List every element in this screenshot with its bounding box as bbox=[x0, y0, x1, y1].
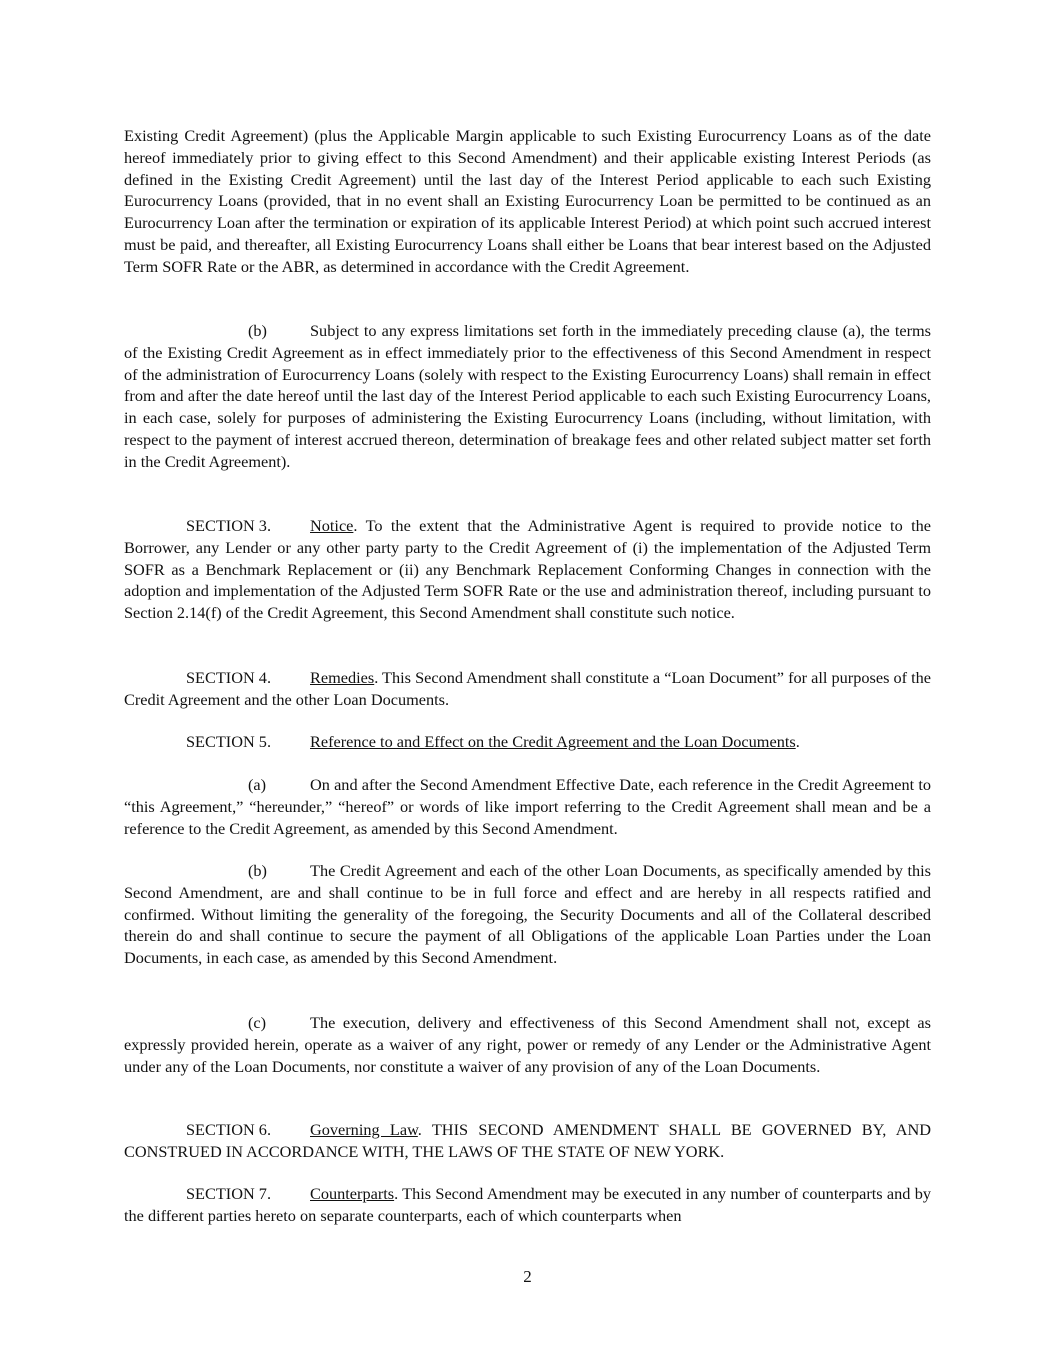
page-number: 2 bbox=[523, 1267, 532, 1286]
section-heading: Remedies bbox=[310, 668, 375, 687]
section-text: . This Second Amendment may be executed in any number of counterparts and by the different parties hereto on separate counterparts, each of which counterparts when bbox=[124, 1184, 931, 1225]
section-heading: Governing Law bbox=[310, 1120, 418, 1139]
clause-label: (b) bbox=[248, 861, 267, 880]
paragraph-continuation bbox=[124, 125, 931, 278]
section-heading: Notice bbox=[310, 516, 354, 535]
clause-text: Subject to any express limitations set forth in the immediately preceding clause (a), the terms of the Existing Credit Agreement as in effect immediately prior to the effectiveness of this Second Amendment in respect of the administration of Eurocurrency Loans (solely with respect to the Existing Eurocurrency Loans) shall remain in effect from and after the date hereof until the last day of the Interest Period applicable to each such Existing Eurocurrency Loans, in each case, solely for purposes of administering the Existing Eurocurrency Loans (including, without limitation, with respect to the payment of interest accrued thereon, determination of breakage fees and other related subject matter set forth in the Credit Agreement). bbox=[124, 321, 931, 471]
section-7 bbox=[124, 1183, 931, 1227]
clause-text: The execution, delivery and effectiveness of this Second Amendment shall not, except as expressly provided herein, operate as a waiver of any right, power or remedy of any Lender or the Administrative Agent under any of the Loan Documents, nor constitute a waiver of any provision of any of the Loan Documents. bbox=[124, 1013, 931, 1076]
clause-label: (c) bbox=[248, 1013, 267, 1032]
section-label: SECTION 4. bbox=[186, 668, 272, 687]
section-label: SECTION 5. bbox=[186, 732, 272, 751]
section-heading: Counterparts bbox=[310, 1184, 395, 1203]
section-5-clause-a bbox=[124, 774, 931, 839]
section-3 bbox=[124, 515, 931, 624]
clause-text: The Credit Agreement and each of the other Loan Documents, as specifically amended by this Second Amendment, are and shall continue to be in full force and effect and are hereby in all respects ratified and confirmed. Without limiting the generality of the foregoing, the Security Documents and all of the Collateral described therein do and shall continue to secure the payment of all Obligations of the applicable Loan Parties under the Loan Documents, in each case, as amended by this Second Amendment. bbox=[124, 861, 931, 968]
section-text: . bbox=[795, 732, 800, 751]
clause-label: (b) bbox=[248, 321, 267, 340]
section-text: . To the extent that the Administrative Agent is required to provide notice to the Borrower, any Lender or any other party party to the Credit Agreement of (i) the implementation of the Adjusted Term SOFR as a Benchmark Replacement or (ii) any Benchmark Replacement Conforming Changes in connection with the adoption and implementation of the Adjusted Term SOFR Rate or the use and administration thereof, including pursuant to Section 2.14(f) of the Credit Agreement, this Second Amendment shall constitute such notice. bbox=[124, 516, 931, 623]
section-4 bbox=[124, 667, 931, 711]
clause-b-existing-loans bbox=[124, 320, 931, 473]
section-text: . This Second Amendment shall constitute a “Loan Document” for all purposes of the Credit Agreement and the other Loan Documents. bbox=[124, 668, 931, 709]
section-label: SECTION 6. bbox=[186, 1120, 272, 1139]
section-6 bbox=[124, 1119, 931, 1163]
section-5-clause-b bbox=[124, 860, 931, 969]
section-5-clause-c bbox=[124, 1012, 931, 1077]
section-label: SECTION 7. bbox=[186, 1184, 272, 1203]
section-5 bbox=[124, 731, 931, 753]
paragraph-text: Existing Credit Agreement) (plus the Applicable Margin applicable to such Existing Eurocurrency Loans as of the date hereof immediately prior to giving effect to this Second Amendment) and their applicable existing Interest Periods (as defined in the Existing Credit Agreement) until the last day of the Interest Period applicable to each such Existing Eurocurrency Loans (provided, that in no event shall an Existing Eurocurrency Loan be permitted to be continued as an Eurocurrency Loan after the termination or expiration of its applicable Interest Period) at which point such accrued interest must be paid, and thereafter, all Existing Eurocurrency Loans shall either be Loans that bear interest based on the Adjusted Term SOFR Rate or the ABR, as determined in accordance with the Credit Agreement. bbox=[124, 126, 931, 276]
section-heading: Reference to and Effect on the Credit Agreement and the Loan Documents bbox=[310, 732, 796, 751]
clause-label: (a) bbox=[248, 775, 267, 794]
section-label: SECTION 3. bbox=[186, 516, 272, 535]
section-text: . THIS SECOND AMENDMENT SHALL BE GOVERNED BY, AND CONSTRUED IN ACCORDANCE WITH, THE LAWS OF THE STATE OF NEW YORK. bbox=[124, 1120, 931, 1161]
clause-text: On and after the Second Amendment Effective Date, each reference in the Credit Agreement to “this Agreement,” “hereunder,” “hereof” or words of like import referring to the Credit Agreement shall mean and be a reference to the Credit Agreement, as amended by this Second Amendment. bbox=[124, 775, 931, 838]
